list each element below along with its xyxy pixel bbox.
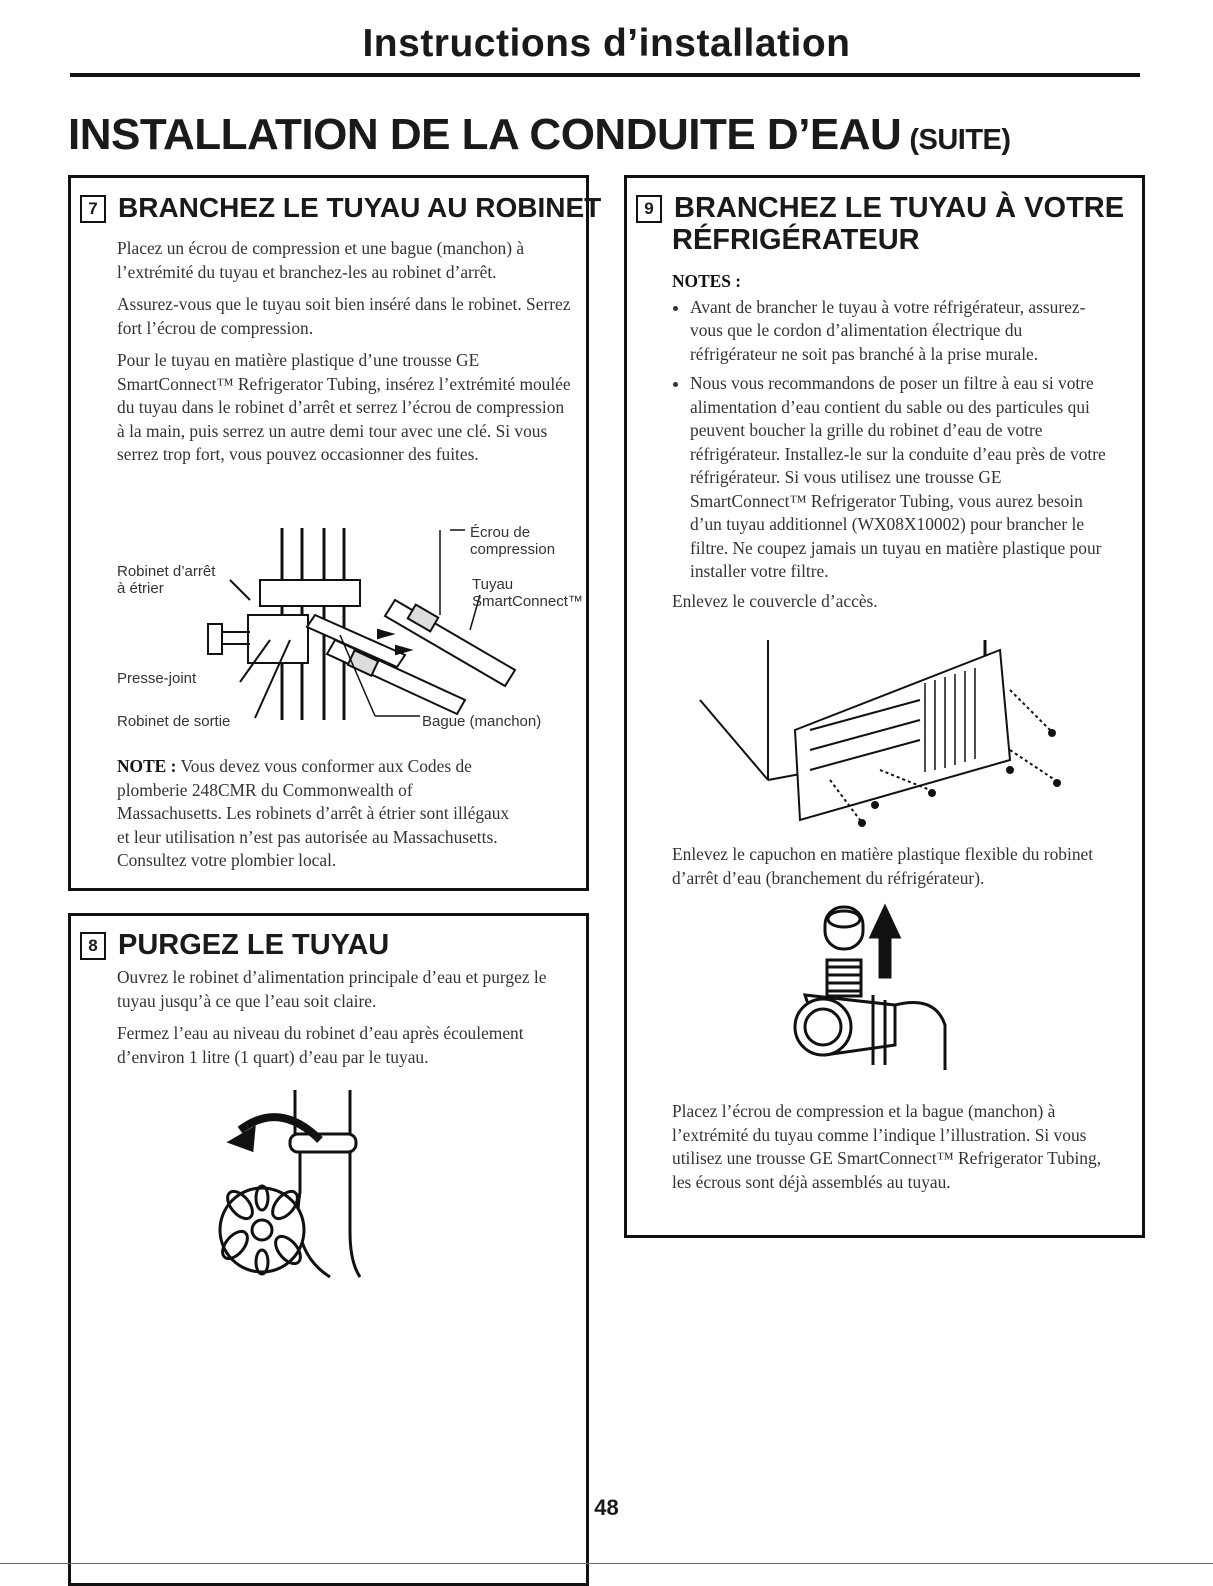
section-9-note-2: • Nous vous recommandons de poser un filtre à eau si votre alimentation d’eau contient du sable ou des particules qui peuvent boucher la grille du robinet d’eau de votre réfrigérateur. Installez-le sur la conduite d’eau près de votre réfrigérateur. Si vous utilisez une trousse GE SmartConnect™ Refrigerator Tubing, vous aurez besoin d’un tuyau additionnel (WX08X10002) pour brancher le filtre. Ne coupez jamais un tuyau en matière plastique pour installer votre filtre.: [690, 372, 1107, 584]
section-7-p1: Placez un écrou de compression et une bague (manchon) à l’extrémité du tuyau et branchez-les au robinet d’arrêt.: [117, 238, 525, 282]
main-title-text: INSTALLATION DE LA CONDUITE D’EAU: [68, 110, 902, 159]
label-bague: Bague (manchon): [422, 713, 542, 730]
label-ecrou-text: Écrou de: [470, 524, 531, 541]
section-8-title-text: PURGEZ LE TUYAU: [118, 929, 390, 961]
main-title-suffix: (SUITE): [909, 124, 1011, 156]
section-7-p3: Pour le tuyau en matière plastique d’une trousse GE SmartConnect™ Refrigerator Tubing, insérez l’extrémité moulée du tuyau dans le robinet d’arrêt et serrez l’écrou de compression à la main, puis serrez un autre demi tour avec une clé. Si vous serrez trop fort, vous pouvez occasionner des fuites.: [117, 350, 571, 464]
section-9-p-cover: Enlevez le couvercle d’accès.: [672, 590, 878, 611]
label-robinet-arret-text: Robinet d’arrêt: [117, 563, 216, 580]
section-8-number: 8: [80, 932, 106, 960]
bottom-rule: [0, 1563, 1213, 1564]
section-7-number: 7: [80, 195, 106, 223]
label-robinet-sortie: Robinet de sortie: [117, 713, 231, 730]
label-tuyau: [472, 576, 583, 610]
header-rule: [70, 73, 1140, 77]
section-9-notes-list: [672, 296, 1107, 584]
label-compression-text: compression: [470, 541, 556, 558]
page-header: Instructions d’installation: [362, 22, 851, 65]
water-valve-illustration: [200, 1090, 380, 1280]
section-8-title: [80, 929, 389, 961]
section-7-title-text: BRANCHEZ LE TUYAU AU ROBINET: [118, 192, 602, 223]
section-7-body: [117, 237, 572, 476]
section-9-notes-label: NOTES :: [672, 271, 742, 291]
label-etrier-text: à étrier: [117, 580, 164, 597]
section-8-body: [117, 966, 547, 1078]
label-tuyau-text: Tuyau: [472, 576, 514, 593]
section-9-title: [636, 192, 1131, 256]
page-number: 48: [594, 1495, 619, 1520]
section-9-body: [672, 270, 1107, 622]
section-7-note-text: Vous devez vous conformer aux Codes de plomberie 248CMR du Commonwealth of Massachusetts. Les robinets d’arrêt à étrier sont illégaux et leur utilisation n’est pas autorisée au Massachusetts. Consultez votre plombier local.: [117, 756, 510, 870]
label-presse-joint: Presse-joint: [117, 670, 197, 687]
section-9-title-line1: BRANCHEZ LE TUYAU À VOTRE: [674, 192, 1125, 224]
cap-removal-illustration: [785, 905, 960, 1070]
section-8-p2: Fermez l’eau au niveau du robinet d’eau après écoulement d’environ 1 litre (1 quart) d’eau par le tuyau.: [117, 1023, 524, 1067]
label-robinet-arret: [117, 563, 215, 597]
section-7-note: [117, 755, 512, 882]
label-ecrou: [470, 524, 555, 558]
access-cover-illustration: [700, 640, 1080, 840]
label-smartconnect-text: SmartConnect™: [472, 593, 583, 610]
section-9-cap: [672, 843, 1117, 899]
section-7-p2: Assurez-vous que le tuyau soit bien inséré dans le robinet. Serrez fort l’écrou de compression.: [117, 294, 571, 338]
section-9-number: 9: [636, 195, 662, 223]
section-7-note-label: NOTE :: [117, 756, 177, 776]
section-9-note-1: • Avant de brancher le tuyau à votre réfrigérateur, assurez-vous que le cordon d’alimentation électrique du réfrigérateur ne soit pas branché à la prise murale.: [690, 296, 1107, 367]
section-9-p-place: Placez l’écrou de compression et la bague (manchon) à l’extrémité du tuyau comme l’indique l’illustration. Si vous utilisez une trousse GE SmartConnect™ Refrigerator Tubing, les écrous sont déjà assemblés au tuyau.: [672, 1101, 1102, 1192]
section-7-title: [80, 192, 601, 224]
section-9-place: [672, 1100, 1117, 1203]
section-9-p-cap: Enlevez le capuchon en matière plastique flexible du robinet d’arrêt d’eau (branchement du réfrigérateur).: [672, 844, 1094, 888]
section-9-title-line2: RÉFRIGÉRATEUR: [672, 224, 920, 256]
section-8-p1: Ouvrez le robinet d’alimentation principale d’eau et purgez le tuyau jusqu’à ce que l’eau soit claire.: [117, 967, 547, 1011]
main-title: [68, 110, 1011, 160]
